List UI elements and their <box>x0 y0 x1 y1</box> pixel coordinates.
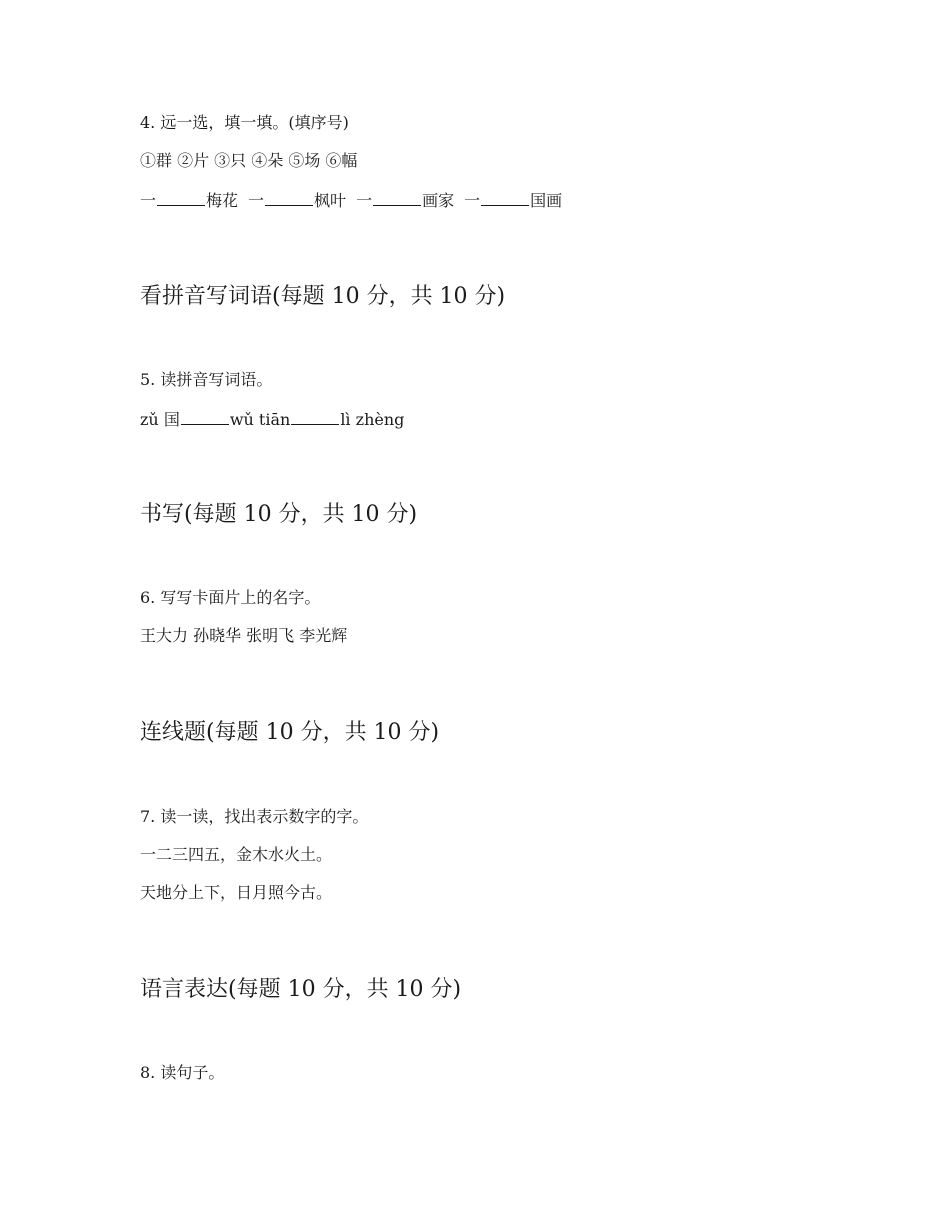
section-heading-writing: 书写(每题 10 分，共 10 分) <box>140 502 418 527</box>
noun-label: 国画 <box>530 191 563 210</box>
answer-blank[interactable] <box>265 189 313 206</box>
q4-fill-line <box>140 189 562 211</box>
measure-word-prefix: 一 <box>464 191 481 210</box>
section-heading-expression: 语言表达(每题 10 分，共 10 分) <box>140 977 462 1002</box>
q4-title: 4. 远一选，填一填。(填序号) <box>140 113 349 132</box>
pinyin-part: lì zhèng <box>340 410 405 429</box>
answer-blank[interactable] <box>181 408 229 425</box>
measure-word-prefix: 一 <box>356 191 373 210</box>
q8-title: 8. 读句子。 <box>140 1063 225 1082</box>
measure-word-prefix: 一 <box>248 191 265 210</box>
pinyin-part: zǔ 国 <box>140 410 180 429</box>
q7-line-1: 一二三四五，金木水火土。 <box>140 845 333 864</box>
noun-label: 枫叶 <box>314 191 347 210</box>
q5-fill-line <box>140 408 404 430</box>
answer-blank[interactable] <box>157 189 205 206</box>
answer-blank[interactable] <box>291 408 339 425</box>
noun-label: 画家 <box>422 191 455 210</box>
answer-blank[interactable] <box>373 189 421 206</box>
q5-title: 5. 读拼音写词语。 <box>140 370 273 389</box>
q6-title: 6. 写写卡面片上的名字。 <box>140 588 321 607</box>
answer-blank[interactable] <box>481 189 529 206</box>
pinyin-part: wǔ tiān <box>229 410 291 429</box>
q7-line-2: 天地分上下，日月照今古。 <box>140 883 333 902</box>
q7-title: 7. 读一读，找出表示数字的字。 <box>140 807 369 826</box>
q6-names: 王大力 孙晓华 张明飞 李光辉 <box>140 626 348 645</box>
noun-label: 梅花 <box>206 191 239 210</box>
section-heading-matching: 连线题(每题 10 分，共 10 分) <box>140 720 440 745</box>
measure-word-prefix: 一 <box>140 191 157 210</box>
section-heading-pinyin: 看拼音写词语(每题 10 分，共 10 分) <box>140 284 506 309</box>
q4-options: ①群 ②片 ③只 ④朵 ⑤场 ⑥幅 <box>140 151 358 170</box>
